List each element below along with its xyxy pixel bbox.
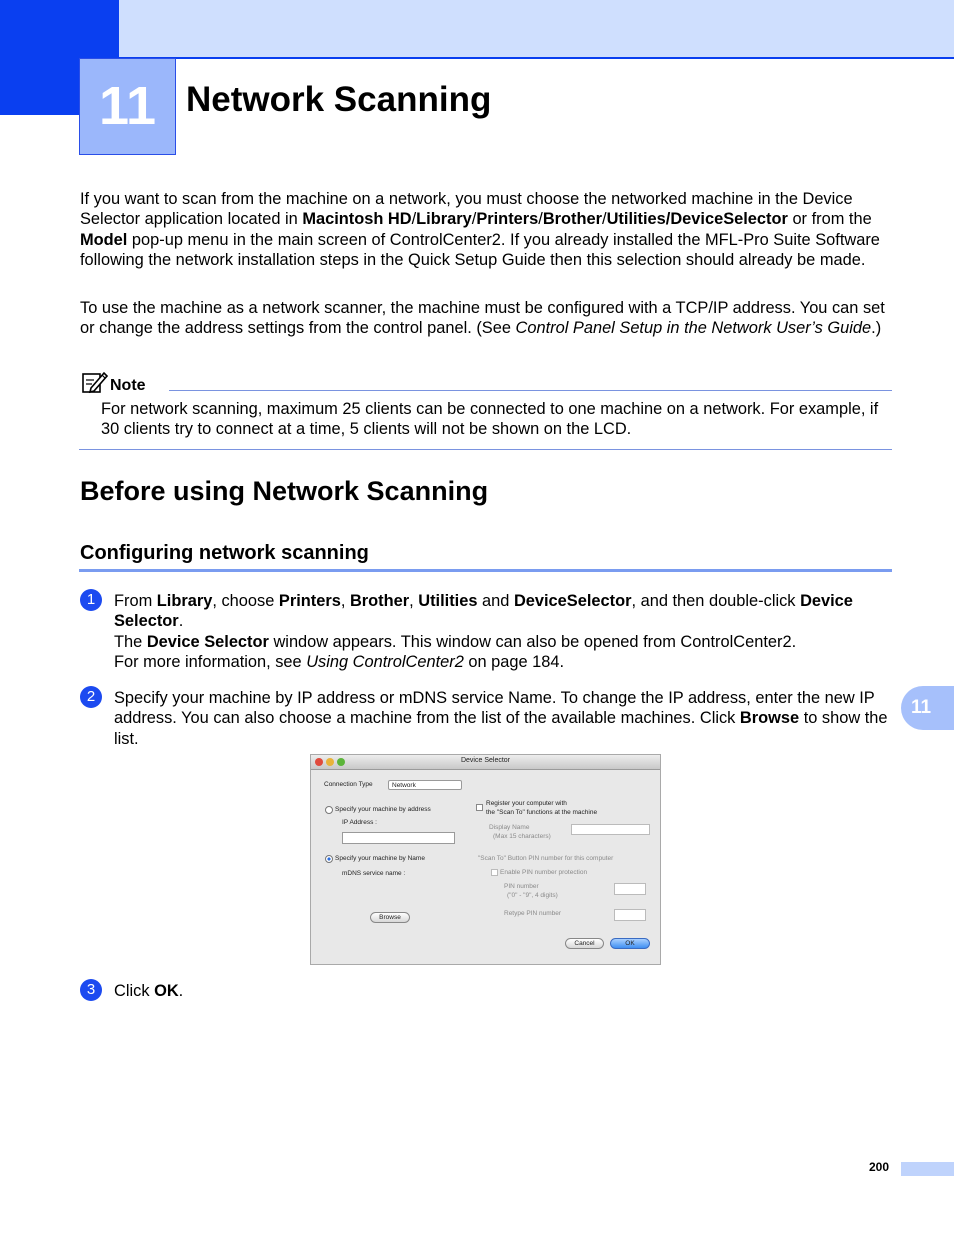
radio-name-label: Specify your machine by Name xyxy=(335,855,425,862)
display-name-hint: (Max 15 characters) xyxy=(493,833,551,840)
register-label-line1: Register your computer with xyxy=(486,800,567,807)
step-2-text: Specify your machine by IP address or mDNS service Name. To change the IP address, enter the new IP address. You can also choose a machine from the list of the available machines. Click Browse to show the list. xyxy=(114,689,888,748)
device-selector-screenshot xyxy=(310,754,661,965)
page-number-bar xyxy=(901,1162,954,1176)
header-band xyxy=(119,0,954,58)
radio-specify-address[interactable] xyxy=(325,806,333,814)
page-number: 200 xyxy=(869,1160,890,1174)
pin-hint: ("0" - "9", 4 digits) xyxy=(507,892,558,899)
intro-paragraph-2: To use the machine as a network scanner, the machine must be configured with a TCP/IP address. You can set or change the address settings from the control panel. (See Control Panel Setup in the Network User’s Guide.) xyxy=(80,299,885,338)
pin-number-label: PIN number xyxy=(504,883,539,890)
retype-pin-input[interactable] xyxy=(614,909,646,921)
display-name-label: Display Name xyxy=(489,824,530,831)
ip-address-input[interactable] xyxy=(342,832,455,844)
subsection-title: Configuring network scanning xyxy=(80,542,369,564)
step-badge-1: 1 xyxy=(80,589,102,611)
note-rule-top xyxy=(169,390,892,391)
connection-type-label: Connection Type xyxy=(324,781,373,788)
dialog-title: Device Selector xyxy=(460,757,511,764)
pin-number-input[interactable] xyxy=(614,883,646,895)
note-text: For network scanning, maximum 25 clients can be connected to one machine on a network. For example, if 30 clients try to connect at a time, 5 clients will not be shown on the LCD. xyxy=(101,400,879,439)
note-rule-bottom xyxy=(79,449,892,450)
chapter-number: 11 xyxy=(79,58,176,155)
radio-address-label: Specify your machine by address xyxy=(335,806,431,813)
register-checkbox[interactable] xyxy=(476,804,483,811)
note-box xyxy=(79,368,892,450)
mdns-label: mDNS service name : xyxy=(342,870,406,877)
step-badge-3: 3 xyxy=(80,979,102,1001)
enable-pin-label: Enable PIN number protection xyxy=(500,869,588,876)
register-label-line2: the "Scan To" functions at the machine xyxy=(486,809,598,816)
ip-address-label: IP Address : xyxy=(342,819,377,826)
dialog-titlebar xyxy=(311,755,660,770)
intro-paragraph-1: If you want to scan from the machine on a network, you must choose the networked machine in the Device Selector application located in Macintosh HD/Library/Printers/Brother/Utilities/DeviceSelector or from the Model pop-up menu in the main screen of ControlCenter2. If you already installed the MFL-Pro Suite Software following the network installation steps in the Quick Setup Guide then this selection should already be made. xyxy=(80,190,880,269)
cancel-button[interactable]: Cancel xyxy=(565,938,604,949)
header-rule xyxy=(119,57,954,59)
browse-button[interactable]: Browse xyxy=(370,912,410,923)
section-title: Before using Network Scanning xyxy=(80,476,489,506)
enable-pin-checkbox[interactable] xyxy=(491,869,498,876)
pencil-note-icon xyxy=(82,370,108,394)
connection-type-select[interactable]: Network xyxy=(388,780,462,790)
radio-specify-name[interactable] xyxy=(325,855,333,863)
retype-pin-label: Retype PIN number xyxy=(504,910,562,917)
pin-header: "Scan To" Button PIN number for this computer xyxy=(478,855,614,862)
step-1-text: From Library, choose Printers, Brother, Utilities and DeviceSelector, and then double-click Device Selector. The Device Selector window appears. This window can also be opened from ControlCenter2. For more information, see Using ControlCenter2 on page 184. xyxy=(114,592,853,671)
subsection-rule xyxy=(79,569,892,572)
chapter-title: Network Scanning xyxy=(186,80,492,119)
display-name-input[interactable] xyxy=(571,824,650,835)
step-badge-2: 2 xyxy=(80,686,102,708)
step-3-text: Click OK. xyxy=(114,982,184,1000)
ok-button[interactable]: OK xyxy=(610,938,650,949)
note-label: Note xyxy=(110,377,146,394)
chapter-side-tab: 11 xyxy=(901,686,954,730)
